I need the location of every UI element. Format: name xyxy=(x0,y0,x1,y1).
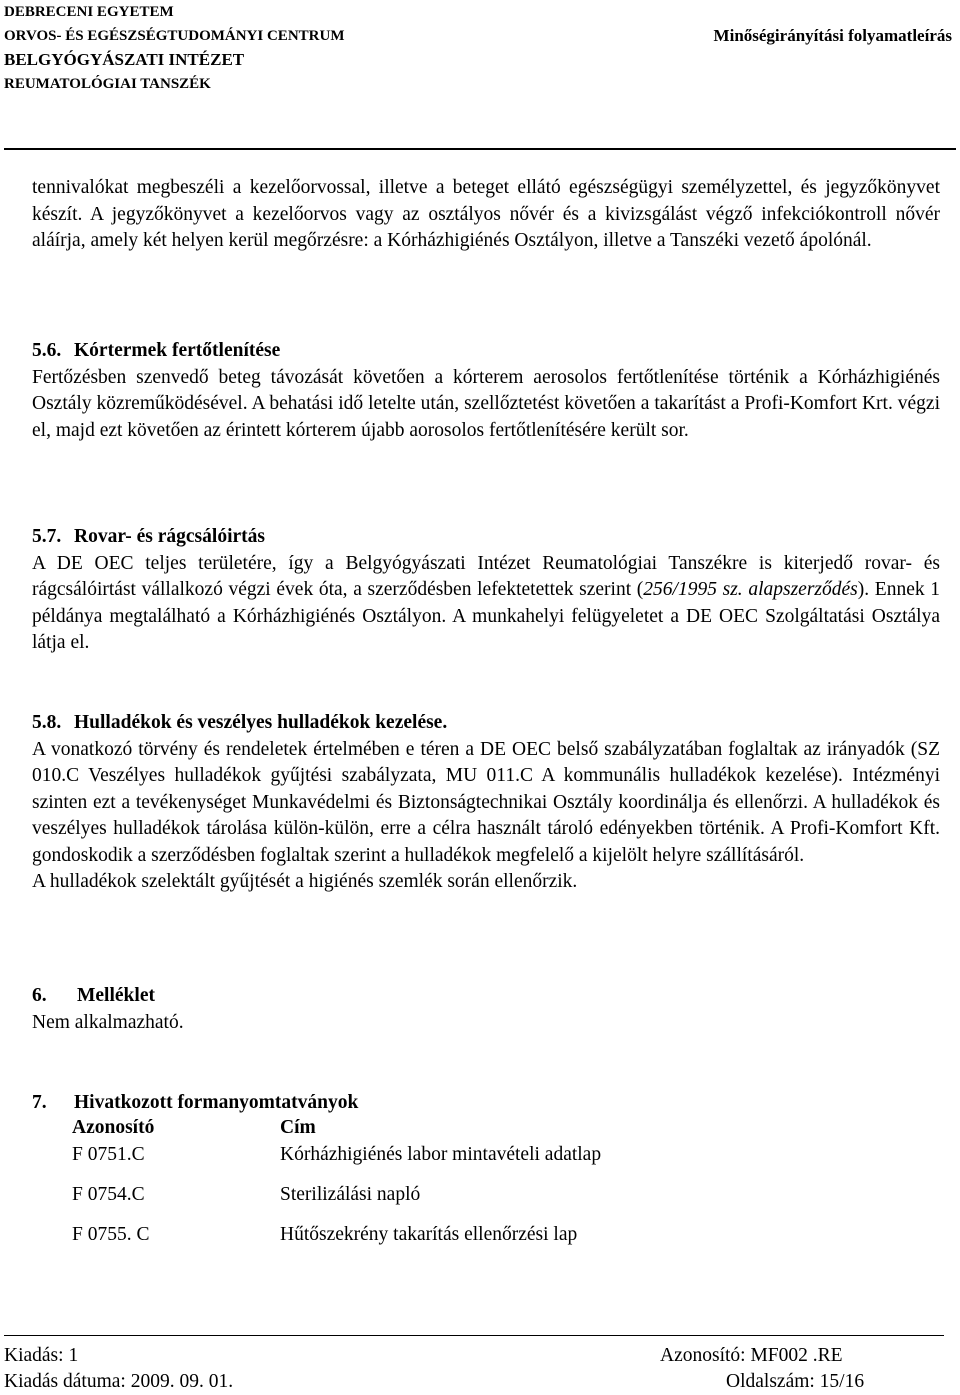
contract-reference: 256/1995 sz. alapszerződés xyxy=(643,579,858,600)
column-header-id: Azonosító xyxy=(72,1117,155,1138)
section-title: Hivatkozott formanyomtatványok xyxy=(74,1092,359,1113)
form-title: Hűtőszekrény takarítás ellenőrzési lap xyxy=(280,1224,578,1245)
section-body: A vonatkozó törvény és rendeletek értelmében e téren a DE OEC belső szabályzatában foglaltak az irányadók (SZ 010.C Veszélyes hulladékok gyűjtési szabályzata, MU 011.C A kommunális hulladékok kezelése). Intézményi szinten ezt a tevékenységet Munkavédelmi és Biztonságtechnikai Osztály koordinálja és ellenőrzi. A hulladékok és veszélyes hulladékok tárolása külön-külön, erre a célra használt tároló edényekben történik. A Profi-Komfort Kft. gondoskodik a szerződésben foglaltak szerint a hulladékok megfelelő a kijelölt helyre szállításáról. xyxy=(32,738,940,866)
section-title: Rovar- és rágcsálóirtás xyxy=(74,526,265,547)
section-7 xyxy=(32,1090,940,1117)
section-title: Melléklet xyxy=(77,985,155,1006)
footer-page-number: Oldalszám: 15/16 xyxy=(726,1371,865,1392)
section-body xyxy=(32,551,940,657)
section-body: Nem alkalmazható. xyxy=(32,1011,184,1033)
header-institute: BELGYÓGYÁSZATI INTÉZET xyxy=(4,50,245,69)
section-heading xyxy=(32,524,940,551)
column-header-title: Cím xyxy=(280,1117,316,1138)
section-number: 6. xyxy=(32,985,47,1006)
header-department: REUMATOLÓGIAI TANSZÉK xyxy=(4,76,211,92)
section-heading xyxy=(32,710,940,737)
footer-edition-date: Kiadás dátuma: 2009. 09. 01. xyxy=(4,1371,234,1392)
header-divider xyxy=(4,148,956,150)
form-title: Kórházhigiénés labor mintavételi adatlap xyxy=(280,1144,602,1165)
footer-edition: Kiadás: 1 xyxy=(4,1345,79,1366)
section-5-7 xyxy=(32,524,940,657)
form-id: F 0754.C xyxy=(72,1184,145,1205)
section-body-part: ). Ennek 1 példánya megtalálható a Kórházhigiénés Osztályon. A munkahelyi felügyeletet a DE OEC Szolgáltatási Osztálya látja el. xyxy=(32,579,941,653)
header-university: DEBRECENI EGYETEM xyxy=(4,4,174,20)
section-5-6 xyxy=(32,338,940,444)
section-number: 5.6. xyxy=(32,340,62,361)
section-number: 7. xyxy=(32,1092,47,1113)
intro-paragraph: tennivalókat megbeszéli a kezelőorvossal, illetve a beteget ellátó egészségügyi személyzettel, és jegyzőkönyvet készít. A jegyzőkönyvet a kezelőorvos vagy az osztályos nővér és a kivizsgálást végző infekciókontroll nővér aláírja, amely két helyen kerül megőrzésre: a Kórházhigiénés Osztályon, illetve a Tanszéki vezető ápolónál. xyxy=(32,177,940,251)
footer-divider xyxy=(4,1335,944,1336)
section-heading xyxy=(32,983,940,1010)
section-number: 5.8. xyxy=(32,712,62,733)
section-title: Hulladékok és veszélyes hulladékok kezelése. xyxy=(74,712,448,733)
header-center: ORVOS- ÉS EGÉSZSÉGTUDOMÁNYI CENTRUM xyxy=(4,28,345,44)
document-header xyxy=(4,0,524,96)
section-title: Kórtermek fertőtlenítése xyxy=(74,340,281,361)
section-6 xyxy=(32,983,940,1036)
section-body-closing: A hulladékok szelektált gyűjtését a higiénés szemlék során ellenőrzik. xyxy=(32,871,578,892)
section-number: 5.7. xyxy=(32,526,62,547)
form-title: Sterilizálási napló xyxy=(280,1184,421,1205)
intro-section xyxy=(32,175,940,255)
header-doc-type: Minőségirányítási folyamatleírás xyxy=(713,26,952,45)
section-body: Fertőzésben szenvedő beteg távozását követően a kórterem aerosolos fertőtlenítése történik a Kórházhigiénés Osztály közreműködésével. A behatási idő letelte után, szellőztetést követően a takarítást a Profi-Komfort Krt. végzi el, majd ezt követően az érintett kórterem újabb aorosolos fertőtlenítésére került sor. xyxy=(32,366,940,441)
section-body-part: A DE OEC teljes területére, így a Belgyógyászati Intézet Reumatológiai Tanszékre is kiterjedő rovar- és rágcsálóirtást vállalkozó végzi évek óta, a szerződésben lefektetettek szerint ( xyxy=(32,552,940,600)
section-heading xyxy=(32,338,940,365)
section-5-8 xyxy=(32,710,940,896)
form-id: F 0751.C xyxy=(72,1144,145,1165)
footer-identifier: Azonosító: MF002 .RE xyxy=(660,1345,843,1366)
form-id: F 0755. C xyxy=(72,1224,150,1245)
section-heading xyxy=(32,1090,940,1117)
